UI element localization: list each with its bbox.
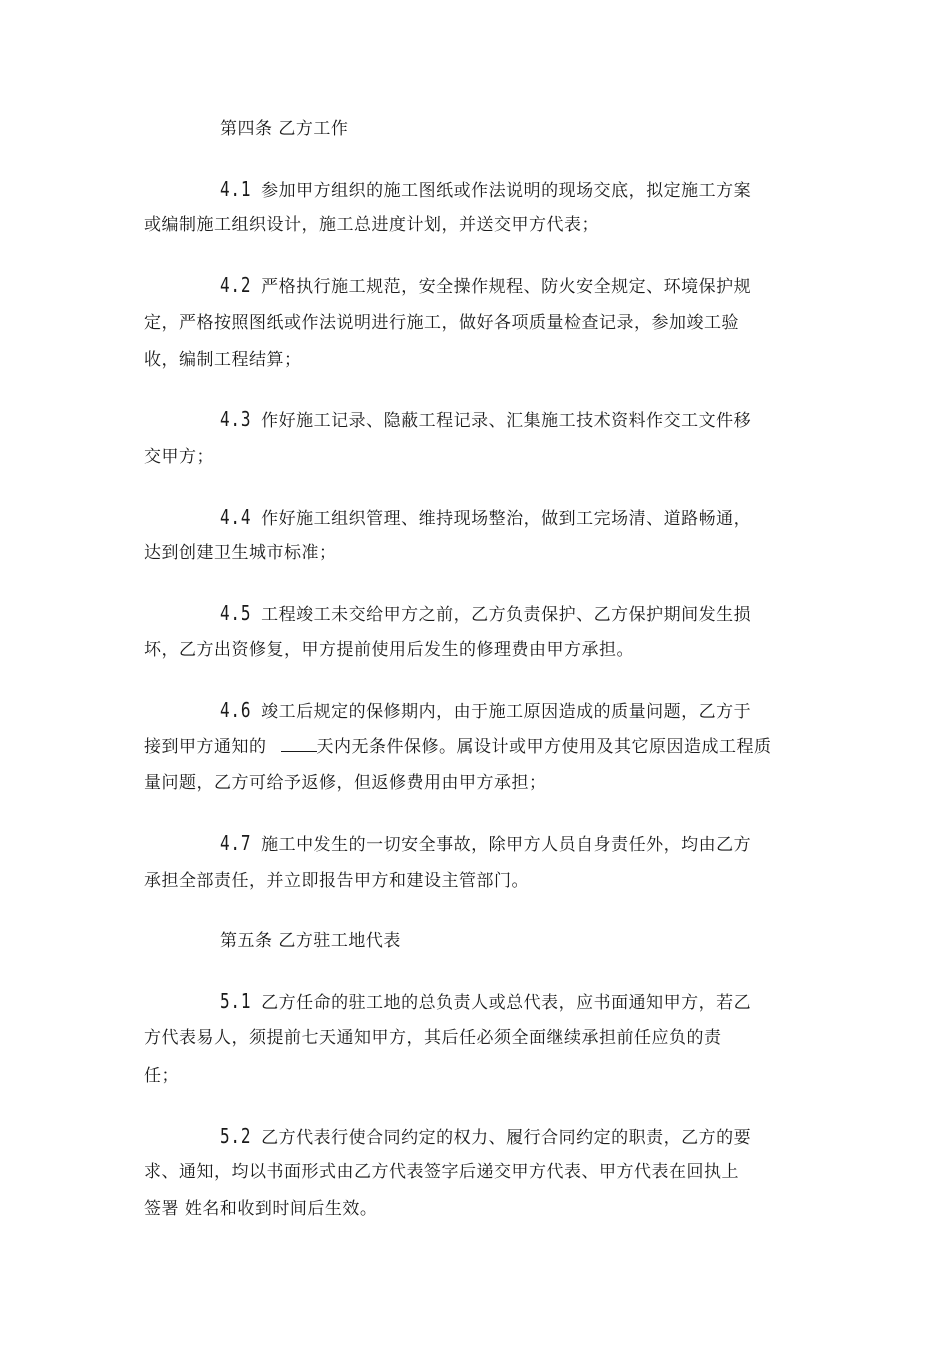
clause-5-2-line-2: 求、通知，均以书面形式由乙方代表签字后递交甲方代表、甲方代表在回执上 (144, 1162, 739, 1182)
clause-4-2-line-3: 收，编制工程结算； (144, 350, 302, 370)
clause-4-6-line-3: 量问题，乙方可给予返修，但返修费用由甲方承担； (144, 773, 547, 793)
clause-4-6-line-2 (144, 736, 772, 758)
article-4-heading: 第四条 乙方工作 (220, 119, 349, 139)
clause-4-5-line-1 (220, 602, 751, 626)
clause-4-4-line-1 (220, 506, 751, 530)
blank-days-field (281, 737, 317, 752)
clause-4-5-line-2: 坏，乙方出资修复，甲方提前使用后发生的修理费由甲方承担。 (144, 640, 634, 660)
clause-number: 4.6 (220, 698, 252, 722)
clause-number: 4.1 (220, 177, 252, 201)
clause-4-3-line-1 (220, 408, 751, 432)
clause-text: 严格执行施工规范，安全操作规程、防火安全规定、环境保护规 (261, 277, 752, 297)
clause-number: 4.7 (220, 831, 252, 855)
clause-5-2-line-3: 签署 姓名和收到时间后生效。 (144, 1199, 378, 1219)
clause-4-4-line-2: 达到创建卫生城市标准； (144, 543, 337, 563)
clause-5-2-line-1 (220, 1125, 751, 1149)
clause-text: 接到甲方通知的 (144, 737, 267, 757)
clause-text: 工程竣工未交给甲方之前，乙方负责保护、乙方保护期间发生损 (261, 605, 752, 625)
clause-text: 乙方代表行使合同约定的权力、履行合同约定的职责，乙方的要 (261, 1128, 752, 1148)
clause-text: 天内无条件保修。属设计或甲方使用及其它原因造成工程质 (316, 737, 772, 757)
clause-4-7-line-1 (220, 832, 751, 856)
clause-4-2-line-2: 定，严格按照图纸或作法说明进行施工，做好各项质量检查记录，参加竣工验 (144, 313, 739, 333)
clause-text: 施工中发生的一切安全事故，除甲方人员自身责任外，均由乙方 (261, 835, 752, 855)
article-5-heading: 第五条 乙方驻工地代表 (220, 931, 401, 951)
clause-4-1-line-1 (220, 178, 751, 202)
clause-text: 竣工后规定的保修期内，由于施工原因造成的质量问题，乙方于 (261, 702, 752, 722)
clause-5-1-line-3: 任； (144, 1066, 179, 1086)
clause-text: 乙方任命的驻工地的总负责人或总代表，应书面通知甲方，若乙 (261, 993, 752, 1013)
clause-4-7-line-2: 承担全部责任，并立即报告甲方和建设主管部门。 (144, 871, 529, 891)
clause-5-1-line-2: 方代表易人，须提前七天通知甲方，其后任必须全面继续承担前任应负的责 (144, 1028, 722, 1048)
clause-text: 作好施工组织管理、维持现场整治，做到工完场清、道路畅通， (261, 509, 752, 529)
clause-number: 4.5 (220, 601, 252, 625)
clause-number: 4.2 (220, 273, 252, 297)
clause-4-2-line-1 (220, 274, 751, 298)
clause-text: 作好施工记录、隐蔽工程记录、汇集施工技术资料作交工文件移 (261, 411, 752, 431)
clause-4-3-line-2: 交甲方； (144, 447, 214, 467)
clause-5-1-line-1 (220, 990, 751, 1014)
clause-number: 4.4 (220, 505, 252, 529)
clause-text: 参加甲方组织的施工图纸或作法说明的现场交底，拟定施工方案 (261, 181, 752, 201)
clause-4-6-line-1 (220, 699, 751, 723)
clause-number: 4.3 (220, 407, 252, 431)
clause-number: 5.1 (220, 989, 252, 1013)
clause-4-1-line-2: 或编制施工组织设计，施工总进度计划，并送交甲方代表； (144, 215, 599, 235)
clause-number: 5.2 (220, 1124, 252, 1148)
